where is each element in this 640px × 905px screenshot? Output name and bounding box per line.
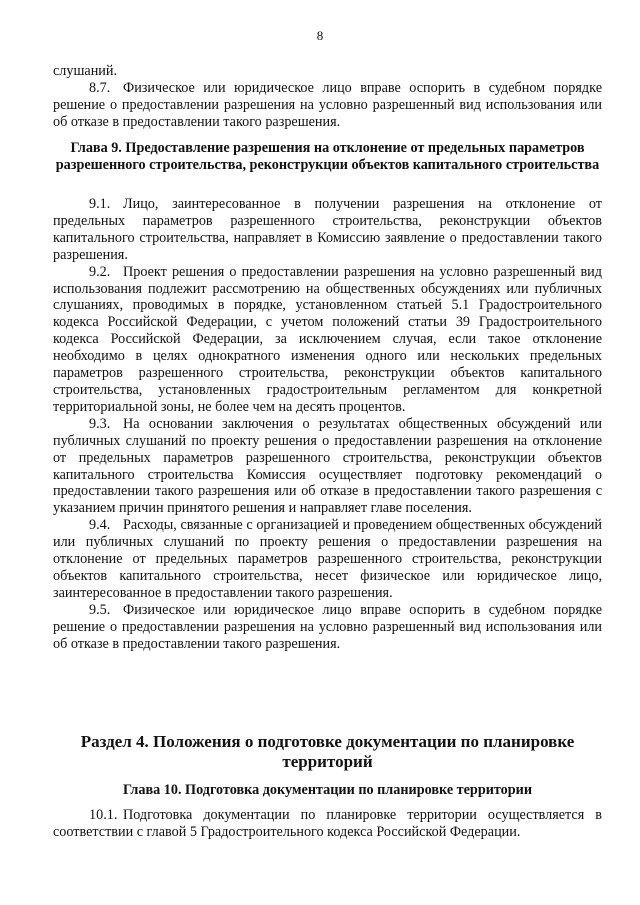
paragraph-text: Лицо, заинтересованное в получении разрешения на отклонение от предельных параметров разрешенного строительства, реконструкции объектов капитального строительства, направляет в Комиссию заявление о предоставлении такого разрешения. bbox=[53, 196, 602, 263]
section-4-title: Раздел 4. Положения о подготовке документации по планировке территорий bbox=[80, 732, 575, 771]
chapter-10-body bbox=[53, 807, 602, 841]
chapter-10-title: Глава 10. Подготовка документации по планировке территории bbox=[122, 782, 533, 798]
paragraph-number: 9.1. bbox=[89, 196, 111, 212]
paragraph-text: Физическое или юридическое лицо вправе оспорить в судебном порядке решение о предоставлении разрешения на условно разрешенный вид использования или об отказе в предоставлении такого разрешения. bbox=[53, 79, 602, 130]
paragraph-number: 8.7. bbox=[89, 79, 111, 96]
paragraph-text: Подготовка документации по планировке территории осуществляется в соответствии с главой 5 Градостроительного кодекса Российской Федерации. bbox=[53, 807, 602, 840]
paragraph-9-1 bbox=[53, 196, 602, 264]
page-number: 8 bbox=[316, 28, 324, 43]
top-block bbox=[53, 63, 602, 131]
paragraph-text: Физическое или юридическое лицо вправе оспорить в судебном порядке решение о предоставлении разрешения на условно разрешенный вид использования или об отказе в предоставлении такого разрешения. bbox=[53, 601, 602, 652]
chapter-9-body bbox=[53, 196, 602, 652]
paragraph-10-1 bbox=[53, 807, 602, 841]
paragraph-9-3 bbox=[53, 416, 602, 517]
paragraph-number: 9.5. bbox=[89, 601, 111, 618]
paragraph-9-4 bbox=[53, 517, 602, 602]
continuation-text: слушаний. bbox=[53, 63, 118, 79]
paragraph-text: На основании заключения о результатах общественных обсуждений или публичных слушаний по проекту решения о предоставлении разрешения на отклонение от предельных параметров разрешенного строительства, реконструкции объектов капитального строительства Комиссия осуществляет подготовку рекомендаций о предоставлении такого разрешения или об отказе в предоставлении такого разрешения с указанием причин принятого решения и направляет главе поселения. bbox=[53, 415, 602, 517]
paragraph-9-2 bbox=[53, 264, 602, 416]
paragraph-number: 9.4. bbox=[89, 517, 111, 534]
paragraph-number: 9.2. bbox=[89, 263, 111, 280]
paragraph-8-7 bbox=[53, 80, 602, 131]
paragraph-text: Проект решения о предоставлении разрешения на условно разрешенный вид использования подлежит рассмотрению на общественных обсуждениях или публичных слушаниях, проводимых в порядке, установленном статьей 5.1 Градостроительного кодекса Российской Федерации, с учетом положений статьи 39 Градостроительного кодекса Российской Федерации, за исключением случая, если такое отклонение необходимо в целях однократного изменения одного или нескольких предельных параметров разрешенного строительства, реконструкции объектов капитального строительства, установленных градостроительным регламентом для конкретной территориальной зоны, не более чем на десять процентов. bbox=[53, 263, 602, 415]
paragraph-number: 9.3. bbox=[89, 415, 111, 432]
paragraph-text: Расходы, связанные с организацией и проведением общественных обсуждений или публичных слушаний по проекту решения о предоставлении разрешения на отклонение от предельных параметров разрешенного строительства, реконструкции объектов капитального строительства, несет физическое или юридическое лицо, заинтересованное в предоставлении такого разрешения. bbox=[53, 517, 602, 601]
paragraph-9-5 bbox=[53, 602, 602, 653]
chapter-9-title: Глава 9. Предоставление разрешения на отклонение от предельных параметров разрешенного строительства, реконструкции объектов капитального строительства bbox=[55, 140, 600, 173]
paragraph-number: 10.1. bbox=[89, 807, 118, 823]
